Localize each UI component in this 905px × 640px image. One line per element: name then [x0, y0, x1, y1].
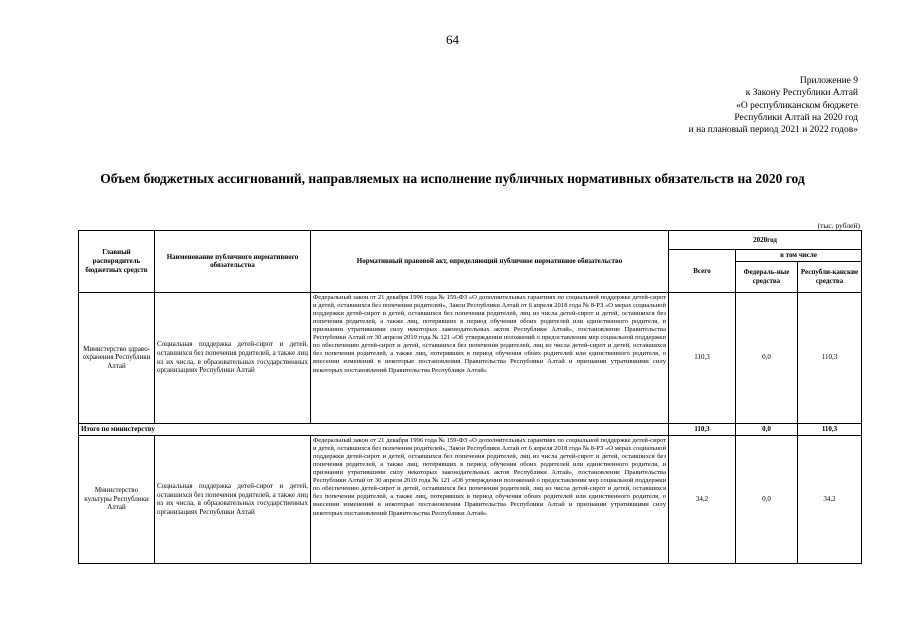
table-row	[79, 292, 862, 423]
subtotal-total: 110,3	[669, 423, 736, 435]
row-federal: 0,0	[736, 435, 798, 563]
obligations-table	[78, 230, 862, 564]
units-note: (тыс. рублей)	[817, 221, 860, 230]
row-total: 34,2	[669, 435, 736, 563]
header-manager: Главный распорядитель бюджетных средств	[79, 231, 155, 293]
header-republic: Республи-канские средства	[798, 261, 862, 292]
row-total: 110,3	[669, 292, 736, 423]
page-number: 64	[446, 32, 459, 47]
table-row	[79, 435, 862, 563]
row-obligation: Социальная поддержка детей-сирот и детей, оставшихся без попечения родителей, а также лиц из их числа, в образовательных государственных организациях Республики Алтай	[155, 435, 311, 563]
appendix-line: к Закону Республики Алтай	[745, 88, 858, 99]
row-manager: Министерство здраво-охранения Республики Алтай	[79, 292, 155, 423]
document-title: Объем бюджетных ассигнований, направляемых на исполнение публичных нормативных обязательств на 2020 год	[100, 171, 805, 186]
header-total: Всего	[669, 250, 736, 293]
header-federal: Федераль-ные средства	[736, 261, 798, 292]
row-manager: Министерство культуры Республики Алтай	[79, 435, 155, 563]
row-republic: 110,3	[798, 292, 862, 423]
row-federal: 0,0	[736, 292, 798, 423]
row-act: Федеральный закон от 21 декабря 1996 года № 159-ФЗ «О дополнительных гарантиях по социальной поддержке детей-сирот и детей, оставшихся без попечения родителей», Закон Республики Алтай от 6 апреля 2018 года № 8-РЗ «О мерах социальной поддержки детей-сирот и детей, оставшихся без попечения родителей, лиц из числа детей-сирот и детей, оставшихся без попечения родителей, а также лиц, потерявших в период обучения обоих родителей или единственного родителя, и признании утратившими силу некоторых законодательных актов Республики Алтай», постановление Правительства Республики Алтай от 30 апреля 2019 года № 121 «Об утверждении положений о предоставлении мер социальной поддержки по обеспечению детей-сирот и детей, оставшихся без попечения родителей, лиц из числа детей-сирот и детей, оставшихся без попечения родителей, а также лиц, потерявших в период обучения обоих родителей или единственного родителя, о внесении изменений в некоторые постановления Правительства Республики Алтай и признании утратившими силу некоторых постановлений Правительства Республики Алтай»	[311, 292, 669, 423]
subtotal-row	[79, 423, 862, 435]
appendix-line: и на плановый период 2021 и 2022 годов»	[688, 125, 858, 136]
appendix-line: «О республиканском бюджете	[736, 100, 858, 111]
subtotal-republic: 110,3	[798, 423, 862, 435]
header-including: в том числе	[736, 250, 862, 262]
header-year: 2020год	[669, 231, 862, 250]
subtotal-federal: 0,0	[736, 423, 798, 435]
appendix-line: Приложение 9	[799, 76, 858, 86]
row-act: Федеральный закон от 21 декабря 1996 года № 159-ФЗ «О дополнительных гарантиях по социальной поддержке детей-сирот и детей, оставшихся без попечения родителей», Закон Республики Алтай от 6 апреля 2018 года № 8-РЗ «О мерах социальной поддержки детей-сирот и детей, оставшихся без попечения родителей, лиц из числа детей-сирот и детей, оставшихся без попечения родителей, а также лиц, потерявших в период обучения обоих родителей или единственного родителя, и признании утратившими силу некоторых законодательных актов Республики Алтай», постановление Правительства Республики Алтай от 30 апреля 2019 года № 121 «Об утверждении положений о предоставлении мер социальной поддержки по обеспечению детей-сирот и детей, оставшихся без попечения родителей, лиц из числа детей-сирот и детей, оставшихся без попечения родителей, а также лиц, потерявших в период обучения обоих родителей или единственного родителя, о внесении изменений в некоторые постановления Правительства Республики Алтай и признании утратившими силу некоторых постановлений Правительства Республики Алтай»	[311, 435, 669, 563]
row-republic: 34,2	[798, 435, 862, 563]
subtotal-label: Итого по министерству	[79, 423, 669, 435]
appendix-note	[689, 75, 858, 136]
row-obligation: Социальная поддержка детей-сирот и детей, оставшихся без попечения родителей, а также лиц из их числа, в образовательных государственных организациях Республики Алтай	[155, 292, 311, 423]
appendix-line: Республики Алтай на 2020 год	[734, 112, 858, 123]
header-act: Нормативный правовой акт, определяющий публичное нормативное обязательство	[311, 231, 669, 293]
header-obligation: Наименование публичного нормативного обязательства	[155, 231, 311, 293]
